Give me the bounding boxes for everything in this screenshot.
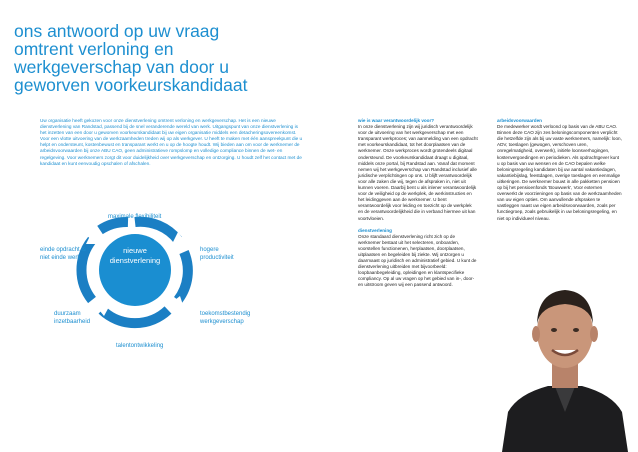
section-heading: arbeidsvoorwaarden bbox=[497, 118, 542, 123]
diagram-label-line: hogere bbox=[200, 247, 219, 253]
hub-circle bbox=[99, 234, 171, 306]
diagram-label-line: niet einde werk bbox=[40, 254, 81, 261]
diagram-label-line: werkgeverschap bbox=[200, 318, 244, 325]
section-body: Onze standaard dienstverlening richt zich op de werknemer bestaat uit het selecteren, onboarden, voorstellen functionenen, herplaatsen, doorplaatsen, uitplaatsen en begeleiden bij ziekte. Wij ontzorgen u daarmaast op juridisch en administratief gebied. U kunt de dienstverlening uitbreiden met bijvoorbeeld: loopbaanbegeleiding, opleidingen en klantspecifieke compliancy. Op al uw vragen op het gebied van in-, door- en uitstroom geven wij een passend antwoord. bbox=[358, 233, 477, 288]
intro-paragraph: Uw organisatie heeft gekozen voor onze dienstverlening omtrent verloning en werkgeverschap. Het is een nieuwe dienstverlening van Randstad, passend bij de snel veranderende wereld van werk. Uitgangspunt van onze dienstverlening is het inzetten van een door u geworven voorkeurskandidaat bij uw eigen organisatie middels een detacheringsovereenkomst. Voor een vlotte uitvoering van de werkzaamheden treden wij op als werkgever. U heeft te maken met één aanspreekpunt die u helpt en ondersteunt, kostenbewust en transparant werkt en u op de hoogte houdt. Wij bieden aan om voor de werknemer de arbeidsvoorwaarden bij onze ABU CAO, geen administratieve rompslomp en volledige compliance binnen de wet- en regelgeving. Voor werknemers zorgt dit voor duidelijkheid over werkgeverschap en ontzorging. U houdt zelf het contact met de kandidaat en kunt eenvoudig opschalen of afschalen. bbox=[40, 118, 303, 166]
section-body: De medewerker wordt verloond op basis van de ABU CAO. Binnen deze CAO zijn zes beloningscomponenten verplicht die hetzelfde zijn als bij uw vaste werknemers, namelijk: loon, ADV, toeslagen (gewogen, verschoven uren, onregelmatigheid, overwerk), initiële loonsverhogingen, kostenvergoedingen en periodieken. Als opdrachtgever kunt u op basis van uw wensen en de CAO bepalen welke beloningsregeling kandidaten bij uw aantal vakantiedagen, vakantiebijslag, feestdagen, overige toeslagen en eenmalige uitkeringen. De werknemer bouwt in alle pakketten pensioen op bij het pensioenfonds 'Bouwwerk', Voor externen overwerkt de voorzieningen op basis van de werkzaamheden van uw eigen opties. Om aanvullende afspraken te vastleggen naast uw eigen arbeidsvoorwaarden, zoals per functiegroep, zoals gebruikelijk in uw beloningsregeling, en niet op individueel niveau. bbox=[497, 124, 622, 221]
diagram-label-bottom: talentontwikkeling bbox=[116, 343, 164, 349]
portrait-photo bbox=[498, 262, 632, 452]
diagram-label-line: einde opdracht is bbox=[40, 247, 86, 253]
responsibility-column bbox=[358, 118, 478, 289]
title-line: ons antwoord op uw vraag bbox=[14, 20, 220, 41]
diagram-label-line: inzetbaarheid bbox=[54, 318, 91, 325]
diagram-label-line: toekomstbestendig bbox=[200, 311, 251, 317]
diagram-label-line: productiviteit bbox=[200, 254, 234, 261]
diagram-label-bottom-left bbox=[54, 311, 90, 326]
section-body: In onze dienstverlening zijn wij juridisch verantwoordelijk voor de uitvoering van het werkgeverschap met een transparant werkproces; van aanmelding van een opdracht met voorkeurskandidaat, tot het doorplaatsen van de werknemer. Onze werkproces wordt grotendeels digitaal ondersteund. De voorkeurskandidaat draagt u digitaal, middels onze portal, bij Randstad aan. Vanaf dat moment nemen wij het werkgeverschap van Randstad inclusief alle juridische verplichtingen op ons. U blijft verantwoordelijk voor alle zaken die wij, tegen de afspraken in, niet uit kunnen voeren. Daarbij bent u als inlener verantwoordelijk voor de veiligheid op de werkplek, de werkinstructies en het leidinggeven aan de werknemer. U bent verantwoordelijk voor leiding en toezicht op de werkplek en de verantwoordelijkheid die in verband hiermee uit kan voortvloeien. bbox=[358, 124, 478, 221]
diagram-label-bottom-right bbox=[200, 311, 250, 326]
title-line: geworven voorkeurskandidaat bbox=[14, 74, 248, 95]
title-line: werkgeverschap van door u bbox=[14, 56, 229, 77]
section-heading: dienstverlening bbox=[358, 227, 392, 233]
diagram-label-left bbox=[40, 247, 86, 262]
hub-label bbox=[100, 246, 170, 265]
diagram-label-top: maximale flexibiliteit bbox=[108, 214, 162, 220]
diagram-label-line: duurzaam bbox=[54, 311, 81, 317]
terms-column bbox=[497, 118, 622, 222]
diagram-label-right bbox=[200, 247, 234, 262]
section-heading: wie is waar verantwoordelijk voor? bbox=[358, 118, 435, 123]
hub-label-line: dienstverlening bbox=[109, 255, 161, 265]
hub-label-line: nieuwe bbox=[123, 246, 147, 255]
title-line: omtrent verloning en bbox=[14, 38, 174, 59]
